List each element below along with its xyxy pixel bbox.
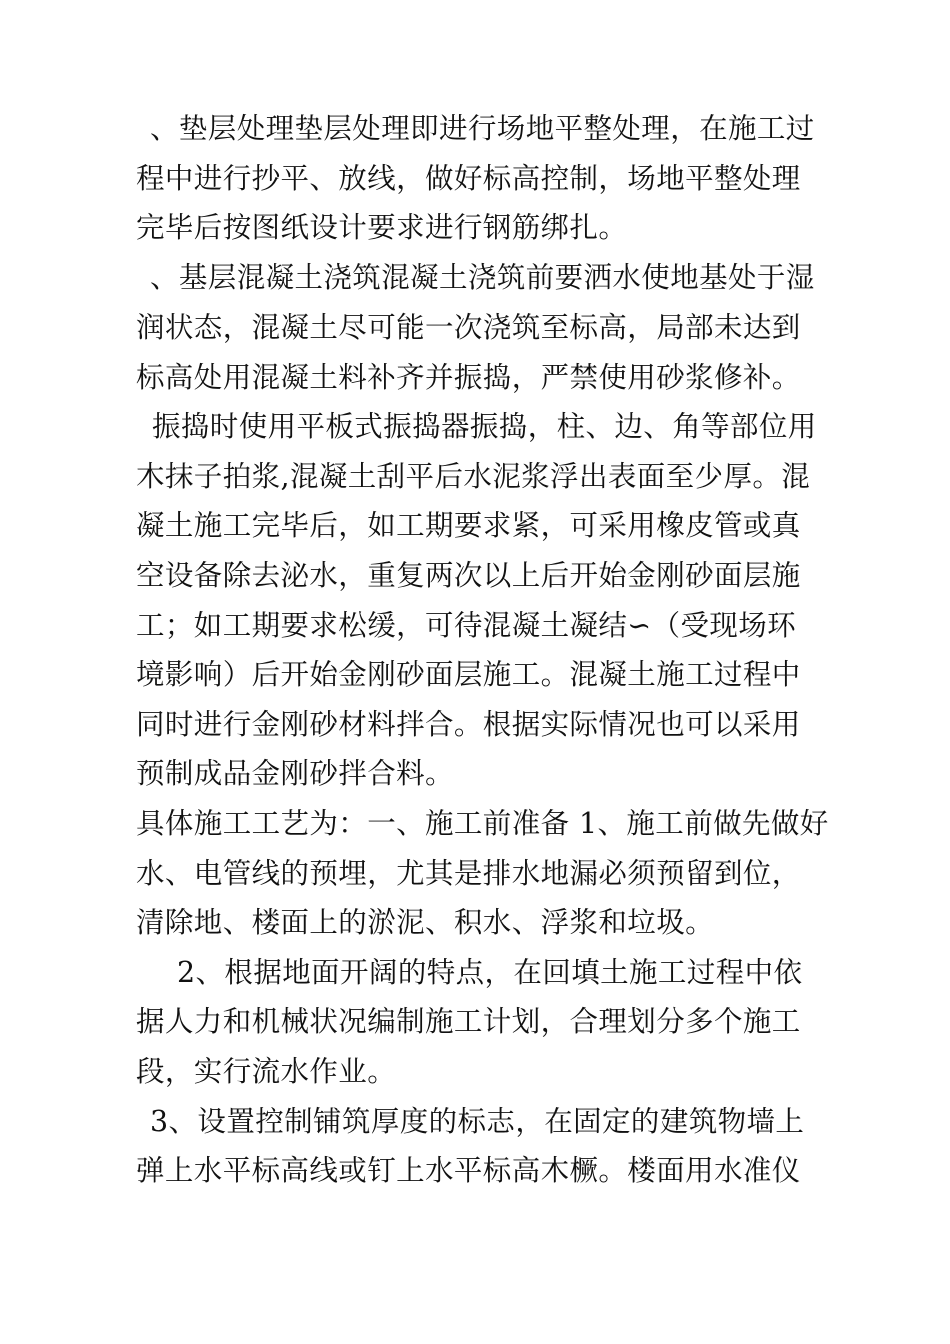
text-line: 境影响）后开始金刚砂面层施工。混凝土施工过程中 bbox=[136, 658, 801, 691]
text-line: 弹上水平标高线或钉上水平标高木橛。楼面用水准仪 bbox=[136, 1154, 801, 1187]
text-line: 据人力和机械状况编制施工计划，合理划分多个施工 bbox=[136, 1005, 801, 1038]
text-line: 木抹子拍浆,混凝土刮平后水泥浆浮出表面至少厚。混 bbox=[136, 460, 811, 493]
text-line: 段，实行流水作业。 bbox=[136, 1055, 397, 1088]
text-line: 标高处用混凝土料补齐并振捣，严禁使用砂浆修补。 bbox=[136, 361, 801, 394]
text-line: 2、根据地面开阔的特点，在回填土施工过程中依 bbox=[177, 956, 803, 989]
text-line: 、垫层处理垫层处理即进行场地平整处理，在施工过 bbox=[150, 112, 815, 145]
text-line: 具体施工工艺为：一、施工前准备 1、施工前做先做好 bbox=[136, 807, 829, 840]
text-line: 凝土施工完毕后，如工期要求紧，可采用橡皮管或真 bbox=[136, 509, 801, 542]
text-line: 空设备除去泌水，重复两次以上后开始金刚砂面层施 bbox=[136, 559, 801, 592]
text-line: 3、设置控制铺筑厚度的标志，在固定的建筑物墙上 bbox=[150, 1105, 805, 1138]
text-line: 工；如工期要求松缓，可待混凝土凝结∽（受现场环 bbox=[136, 609, 797, 642]
text-line: 润状态，混凝土尽可能一次浇筑至标高，局部未达到 bbox=[136, 311, 801, 344]
text-line: 水、电管线的预埋，尤其是排水地漏必须预留到位， bbox=[136, 857, 801, 890]
text-line: 同时进行金刚砂材料拌合。根据实际情况也可以采用 bbox=[136, 708, 801, 741]
text-line: 预制成品金刚砂拌合料。 bbox=[136, 757, 454, 790]
text-line: 完毕后按图纸设计要求进行钢筋绑扎。 bbox=[136, 211, 628, 244]
text-line: 、基层混凝土浇筑混凝土浇筑前要洒水使地基处于湿 bbox=[150, 261, 815, 294]
text-line: 程中进行抄平、放线，做好标高控制，场地平整处理 bbox=[136, 162, 801, 195]
text-line: 清除地、楼面上的淤泥、积水、浮浆和垃圾。 bbox=[136, 906, 715, 939]
text-line: 振捣时使用平板式振捣器振捣，柱、边、角等部位用 bbox=[152, 410, 817, 443]
